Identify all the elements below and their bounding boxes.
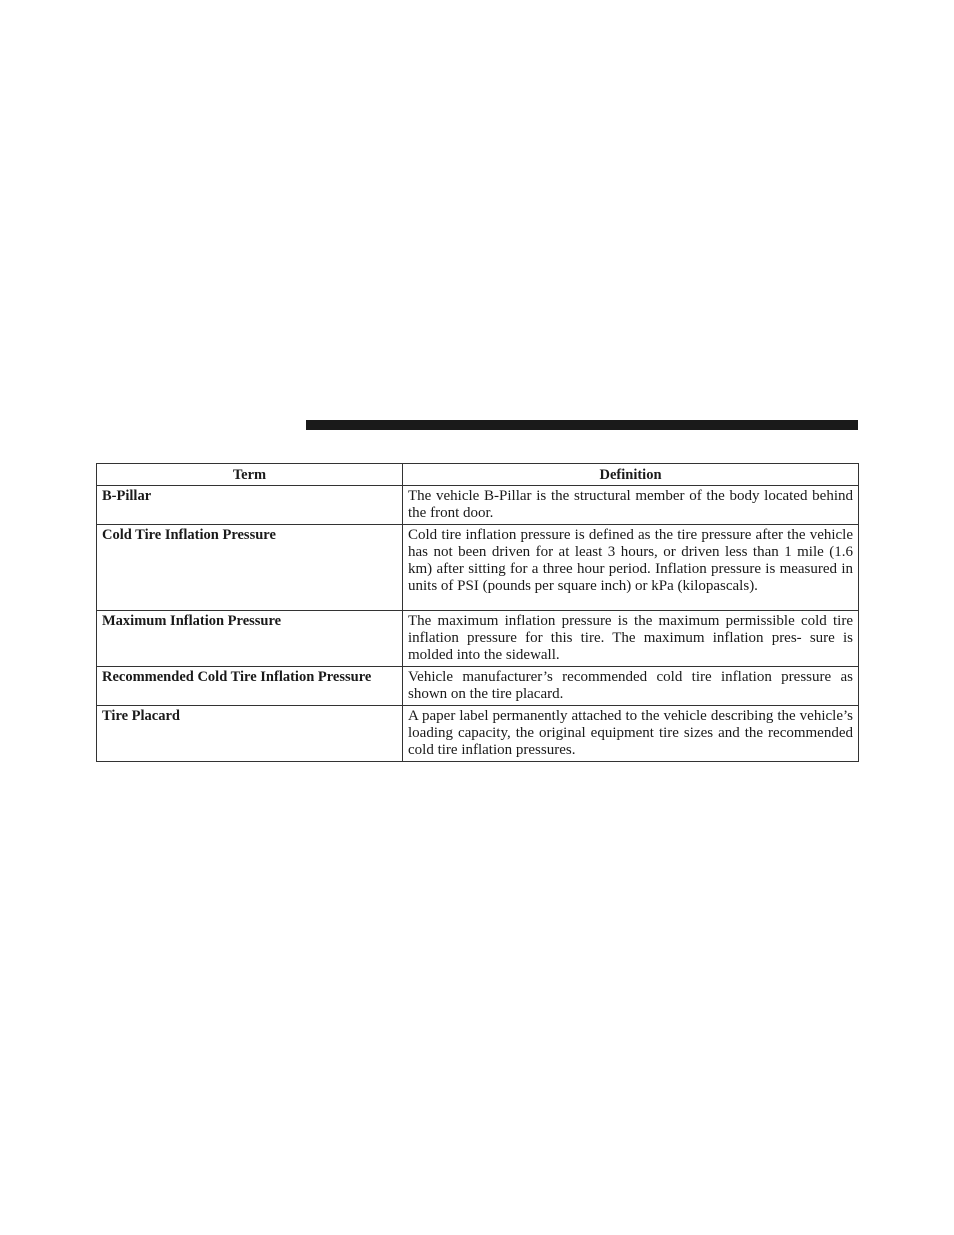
term-cell: Maximum Inflation Pressure (97, 611, 403, 667)
table-row (97, 611, 859, 667)
header-rule (306, 420, 858, 430)
table-row (97, 667, 859, 706)
definition-column-header: Definition (403, 464, 859, 486)
definition-cell: Vehicle manufacturer’s recommended cold tire inflation pressure as shown on the tire placard. (403, 667, 859, 706)
term-cell: B-Pillar (97, 486, 403, 525)
definition-cell: A paper label permanently attached to the vehicle describing the vehicle’s loading capacity, the original equipment tire sizes and the recommended cold tire inflation pressures. (403, 706, 859, 762)
definition-cell: The maximum inflation pressure is the maximum permissible cold tire inflation pressure for this tire. The maximum inflation pres- sure is molded into the sidewall. (403, 611, 859, 667)
tire-terminology-table (96, 463, 859, 762)
term-cell: Tire Placard (97, 706, 403, 762)
table-row (97, 706, 859, 762)
term-cell: Cold Tire Inflation Pressure (97, 525, 403, 611)
table-header-row (97, 464, 859, 486)
term-column-header: Term (97, 464, 403, 486)
table-row (97, 486, 859, 525)
table-row (97, 525, 859, 611)
definition-cell: The vehicle B-Pillar is the structural member of the body located behind the front door. (403, 486, 859, 525)
term-cell: Recommended Cold Tire Inflation Pressure (97, 667, 403, 706)
definition-cell: Cold tire inflation pressure is defined as the tire pressure after the vehicle has not been driven for at least 3 hours, or driven less than 1 mile (1.6 km) after sitting for a three hour period. Inflation pressure is measured in units of PSI (pounds per square inch) or kPa (kilopascals). (403, 525, 859, 611)
